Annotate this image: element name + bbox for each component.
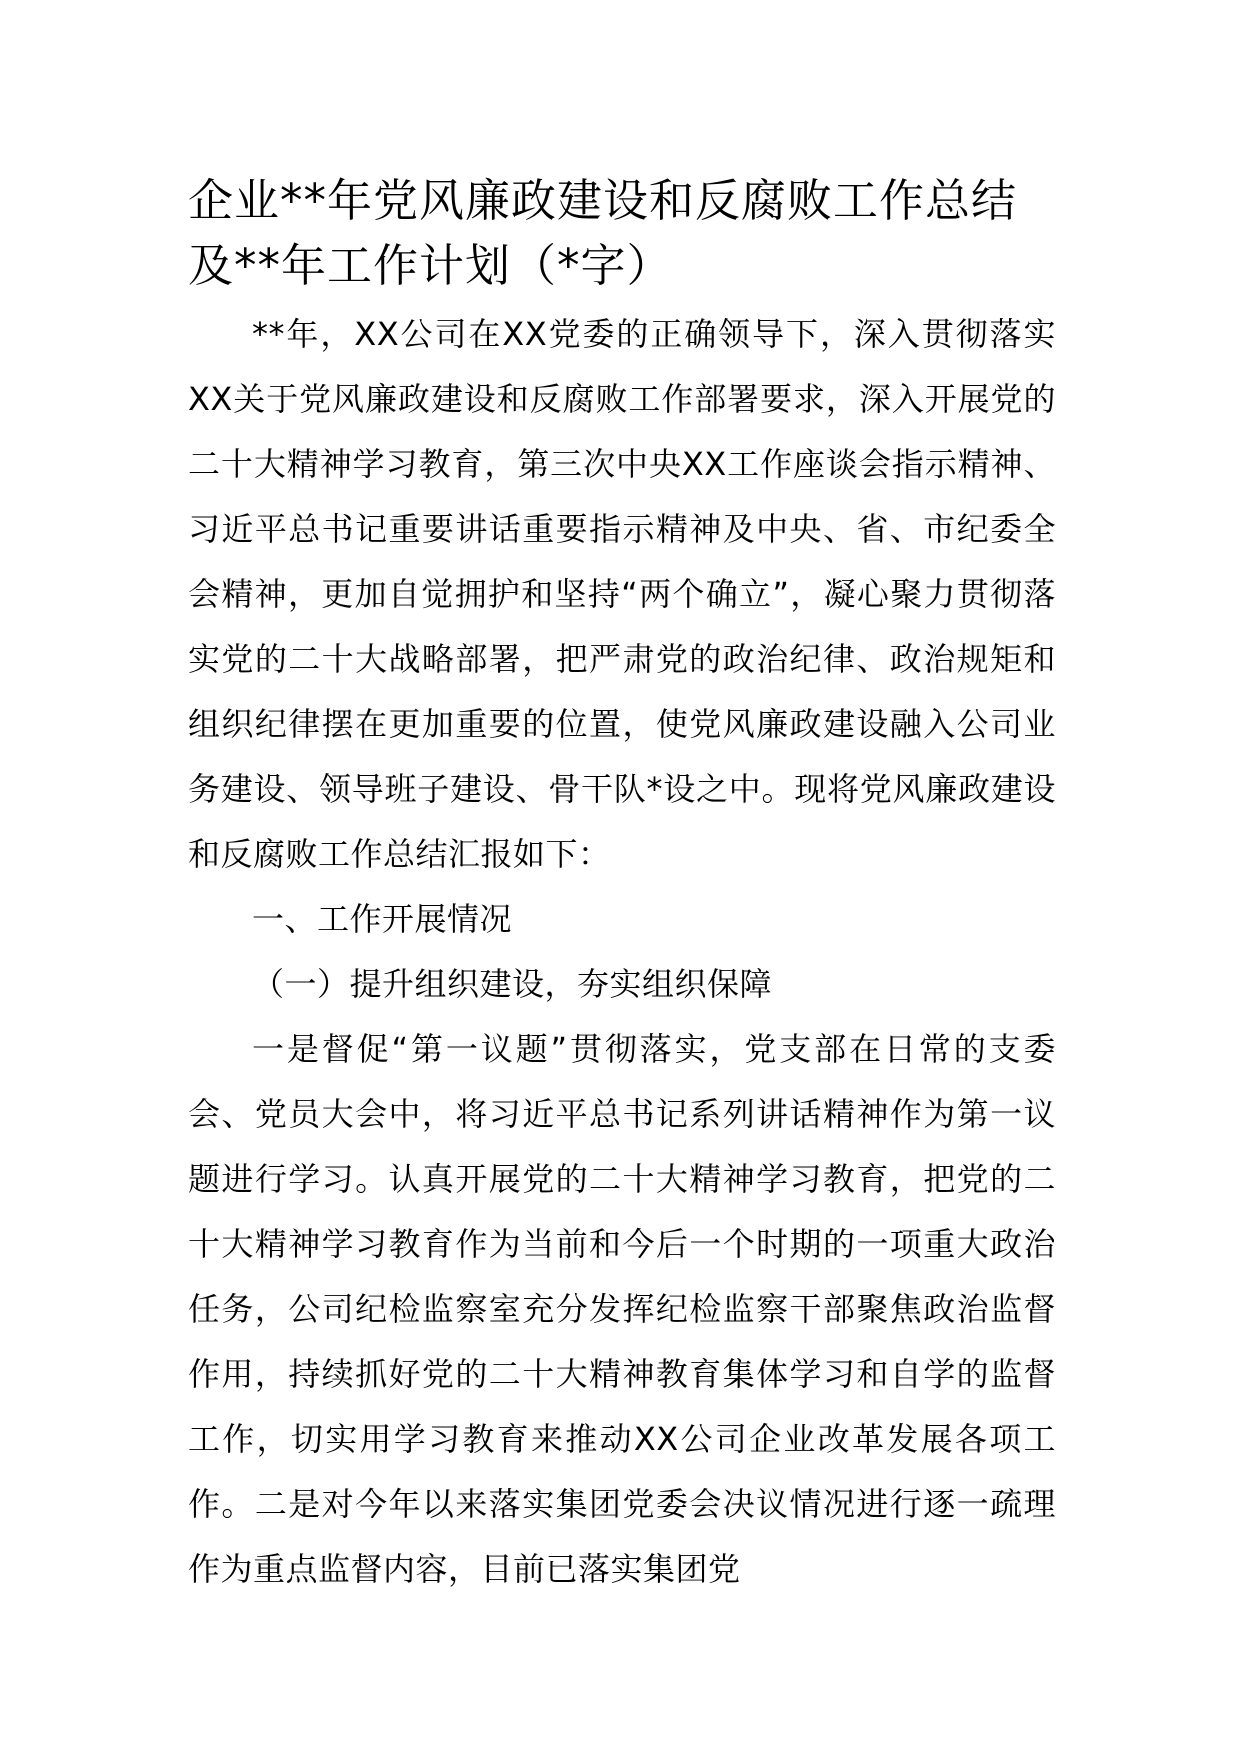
- document-page: [188, 168, 1056, 1602]
- subsection-heading-1: （一）提升组织建设，夯实组织保障: [252, 965, 773, 1003]
- body-paragraph: 一是督促“第一议题”贯彻落实，党支部在日常的支委会、党员大会中，将习近平总书记系列讲话精神作为第一议题进行学习。认真开展党的二十大精神学习教育，把党的二十大精神学习教育作为当前和今后一个时期的一项重大政治任务，公司纪检监察室充分发挥纪检监察干部聚焦政治监督作用，持续抓好党的二十大精神教育集体学习和自学的监督工作，切实用学习教育来推动XX公司企业改革发展各项工作。二是对今年以来落实集团党委会决议情况进行逐一疏理作为重点监督内容，目前已落实集团党: [188, 1030, 1056, 1588]
- title-line-1: 企业**年党风廉政建设和反腐败工作总结: [188, 174, 1018, 227]
- section-heading-1: 一、工作开展情况: [252, 900, 513, 938]
- document-title: [188, 168, 1056, 298]
- intro-paragraph: **年，XX公司在XX党委的正确领导下，深入贯彻落实XX关于党风廉政建设和反腐败工作部署要求，深入开展党的二十大精神学习教育，第三次中央XX工作座谈会指示精神、习近平总书记重要讲话重要指示精神及中央、省、市纪委全会精神，更加自觉拥护和坚持“两个确立”，凝心聚力贯彻落实党的二十大战略部署，把严肃党的政治纪律、政治规矩和组织纪律摆在更加重要的位置，使党风廉政建设融入公司业务建设、领导班子建设、骨干队*设之中。现将党风廉政建设和反腐败工作总结汇报如下：: [188, 315, 1056, 873]
- title-line-2: 及**年工作计划（*字）: [188, 239, 673, 292]
